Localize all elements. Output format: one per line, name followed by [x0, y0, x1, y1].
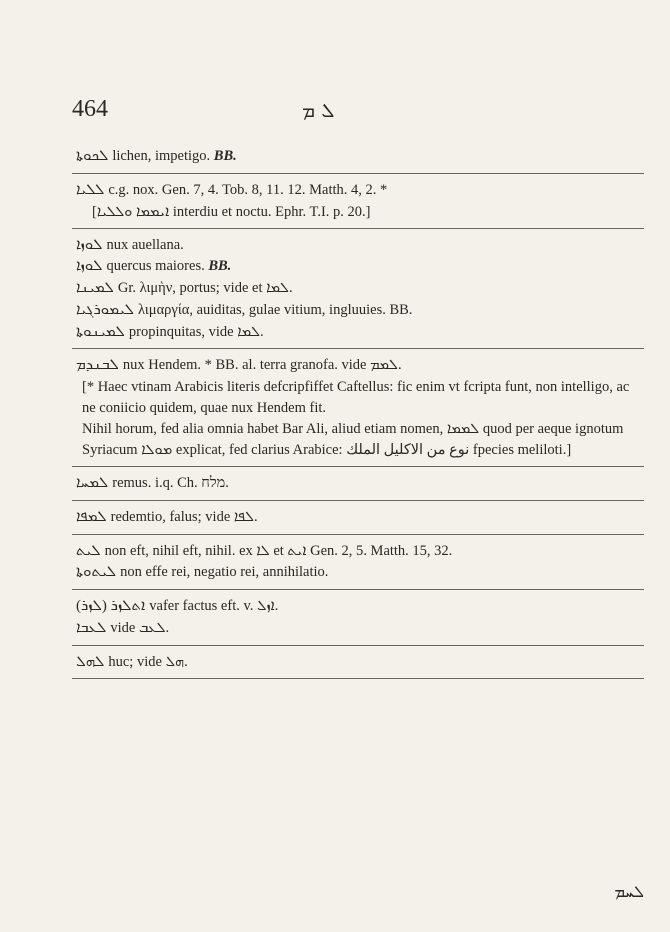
entry-block: ܠܘܙܐ nux auellana. ܠܘܙܐ quercus maiores. BB. ܠܡܝܢܐ Gr. λιμὴν, portus; vide et ܠܡܐ. ܠܝܡܘܪܓܝܐ λιμαργία, auiditas, gulae vitium, ingluuies. BB. ܠܡܝܢܘܬܐ propinquitas, vide ܠܡܐ.: [72, 229, 644, 350]
entry-block: ܠܡܚܐ remus. i.q. Ch. מלח.: [72, 467, 644, 501]
catchword: ܠܚܡ: [614, 882, 644, 901]
entry-block: ܠܠܝܐ c.g. nox. Gen. 7, 4. Tob. 8, 11. 12. Matth. 4, 2. * [ܐܝܡܡܐ ܘܠܠܝܐ interdiu et noctu. Ephr. T.I. p. 20.]: [72, 174, 644, 229]
dictionary-entries: [72, 140, 644, 679]
entry-block: ܠܗܠ huc; vide ܗܠ.: [72, 646, 644, 680]
page-header: [72, 92, 632, 128]
entry-block: ܠܡܦܐ redemtio, falus; vide ܠܦܐ.: [72, 501, 644, 535]
page-number: 464: [72, 96, 108, 122]
entry-block: ܠܝܬ non eft, nihil eft, nihil. ex ܠܐ et ܐܝܬ Gen. 2, 5. Matth. 15, 32. ܠܝܬܘܬܐ non effe rei, negatio rei, annihilatio.: [72, 535, 644, 591]
entry-block: (ܠܙܪ) ܐܬܠܙܪ vafer factus eft. v. ܐܙܠ. ܠܥܒܐ vide ܠܥܒ.: [72, 590, 644, 646]
entry-block: ܠܟܘܬܐ lichen, impetigo. BB.: [72, 140, 644, 174]
entry-block: ܠܒܢܕܡ nux Hendem. * BB. al. terra granofa. vide ܠܡܡ. [* Haec vtinam Arabicis literis defcripfiffet Caftellus: fic enim vt fcripta funt, non intelligo, ac ne coniicio quidem, quae nux Hendem fit. Nihil horum, fed alia omnia habet Bar Ali, aliud etiam nomen, ܠܡܡܐ quod per aeque ignotum Syriacum ܡܘܠܐ explicat, fed clarius Arabice: نوع من الاكليل الملك fpecies meliloti.]: [72, 349, 644, 467]
running-head: ܠ ܡ: [302, 98, 335, 122]
